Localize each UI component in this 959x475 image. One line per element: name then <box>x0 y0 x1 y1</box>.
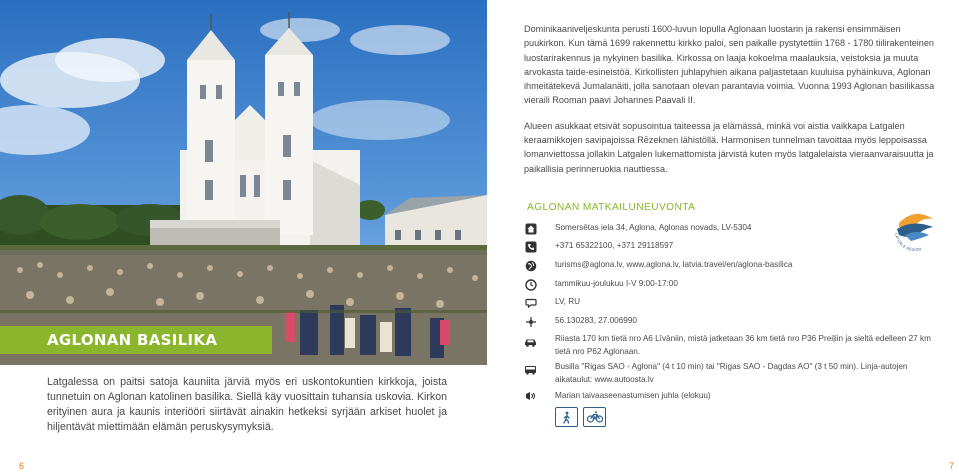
info-row-languages <box>524 296 924 312</box>
info-row-phone <box>524 240 924 256</box>
address-text: Somersētas iela 34, Aglona, Aglonas novads, LV-5304 <box>555 223 752 232</box>
event-icon <box>524 390 537 403</box>
gps-icon <box>524 315 537 328</box>
info-row-address <box>524 222 924 238</box>
page-title: AGLONAN BASILIKA <box>47 331 218 349</box>
car-icon <box>524 335 537 348</box>
info-heading: AGLONAN MATKAILUNEUVONTA <box>527 202 696 213</box>
cycling-icon <box>583 407 606 427</box>
info-row-web <box>524 259 924 275</box>
globe-icon <box>524 259 537 272</box>
info-row-bus <box>524 361 924 387</box>
hours-text: tammikuu-joulukuu I-V 9:00-17:00 <box>555 279 678 288</box>
info-row-event <box>524 390 924 406</box>
hiking-icon <box>555 407 578 427</box>
info-row-car <box>524 333 931 359</box>
paragraph-history: Dominikaaniveljeskunta perusti 1600-luvun lopulla Aglonaan luostarin ja rakensi ensimmäisen puukirkon. Kun tämä 1699 rakennettu kirkko paloi, sen paikalle pystytettiin 1768 - 1780 tiilirakenteinen luostarirakennus ja nykyinen basilika. Kirkossa on laaja kokoelma maalauksia, veistoksia ja muuta arvokasta taide-esineistöä. Kirkollisten juhlapyhien aikana paljastetaan kuuluisa pyhäinkuva, Aglonan ihmeitätekevä Jumalanäiti, jolla sanotaan olevan parantavia voimia. Vuonna 1993 Aglonan basilikassa vieraili Rooman paavi Johannes Paavali II. <box>524 24 935 106</box>
paragraph-culture: Alueen asukkaat etsivät sopusointua taiteessa ja elämässä, minkä voi aistia vaikkapa Latgalen keraamikkojen savipajoissa Rēzeknen lähistöllä. Harmonisen tunnelman tavoittaa myös leppoisassa lomanviettossa jollakin Latgalen lukemattomista järvistä kuten myös latgalelaista vieraanvaraisuutta ja paikallisia perinneruokia nauttiessa. <box>524 120 934 174</box>
page-number-right: 7 <box>949 461 955 471</box>
page-number-left: 6 <box>19 461 25 471</box>
clock-icon <box>524 278 537 291</box>
event-text: Marian taivaaseenastumisen juhla (elokuu) <box>555 391 711 400</box>
house-icon <box>524 222 537 235</box>
basilica-photo <box>0 0 487 365</box>
body-text <box>524 22 942 187</box>
phone-icon <box>524 240 537 253</box>
latgale-logo <box>889 205 941 255</box>
coordinates-text: 56.130283, 27.006990 <box>555 316 637 325</box>
phone-text[interactable]: +371 65322100, +371 29118597 <box>555 241 674 250</box>
languages-text: LV, RU <box>555 297 581 306</box>
speech-icon <box>524 296 537 309</box>
info-row-hours <box>524 278 924 294</box>
logo-text: LATGALE REGION <box>894 232 922 253</box>
intro-text: Latgalessa on paitsi satoja kauniita järviä myös eri uskontokuntien kirkkoja, joista tunnetuin on Aglonan katolinen basilika. Siellä käy vuosittain tuhansia uskovia. Kirkon erityinen aura ja kaunis interiööri siirtävät ainakin hetkeksi syrjään arkiset huolet ja hiljentävät miettimään elämän peruskysymyksiä. <box>47 376 447 433</box>
bus-icon <box>524 363 537 376</box>
car-text: Riiasta 170 km tietä nro A6 Līvāniin, mistä jatketaan 36 km tietä nro P36 Preiļiin ja sieltä edelleen 27 km tietä nro P62 Aglonaan. <box>555 334 931 356</box>
info-row-coordinates <box>524 315 924 331</box>
web-text[interactable]: turisms@aglona.lv, www.aglona.lv, latvia.travel/en/aglona-basilica <box>555 260 793 269</box>
bus-text: Busilla "Rigas SAO - Aglona" (4 t 10 min) tai "Rigas SAO - Dagdas AO" (3 t 50 min). Linja-autojen aikataulut: www.autoosta.lv <box>555 362 908 384</box>
title-band <box>0 326 272 354</box>
